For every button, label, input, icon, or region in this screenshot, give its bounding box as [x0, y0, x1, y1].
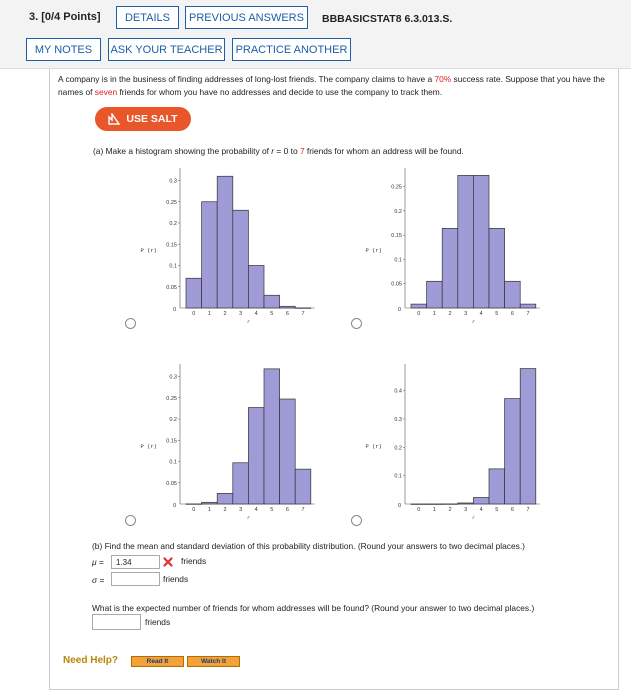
x-axis-label: r — [247, 319, 250, 325]
mu-input[interactable]: 1.34 — [111, 555, 160, 569]
histogram-1 — [140, 168, 314, 325]
y-tick-label: 0.3 — [394, 417, 402, 423]
histogram-bar — [202, 202, 218, 308]
x-tick-label: 0 — [192, 311, 196, 317]
read-it-button[interactable]: Read It — [131, 656, 184, 667]
x-tick-label: 5 — [270, 311, 274, 317]
mu-label: μ = — [92, 557, 104, 567]
x-tick-label: 3 — [239, 311, 243, 317]
y-tick-label: 0.1 — [394, 257, 402, 264]
histogram-bar — [248, 408, 264, 504]
histogram-bar — [280, 399, 296, 504]
histogram-bar — [295, 469, 311, 504]
histogram-bar — [473, 497, 489, 504]
histogram-bar — [233, 463, 249, 504]
x-tick-label: 4 — [479, 507, 483, 513]
x-tick-label: 7 — [526, 311, 530, 317]
y-tick-label: 0.05 — [166, 480, 177, 487]
histogram-bar — [505, 399, 521, 504]
histogram-bar — [280, 306, 296, 308]
x-axis-label: r — [247, 515, 250, 521]
details-button[interactable]: DETAILS — [116, 6, 179, 29]
histogram-bar — [520, 304, 536, 308]
x-tick-label: 7 — [526, 507, 530, 513]
part-a-prompt: (a) Make a histogram showing the probability of r = 0 to 7 friends for whom an address will be found. — [93, 146, 464, 156]
x-axis-label: r — [472, 515, 475, 521]
histogram-bar — [473, 175, 489, 308]
y-tick-label: 0.1 — [169, 263, 177, 270]
histogram-bar — [458, 503, 474, 504]
origin-label: 0 — [172, 503, 176, 509]
y-tick-label: 0.1 — [169, 459, 177, 466]
sigma-unit: friends — [163, 574, 189, 584]
x-tick-label: 4 — [254, 507, 258, 513]
y-axis-label: P (r) — [140, 443, 157, 450]
y-tick-label: 0.05 — [166, 284, 177, 291]
y-tick-label: 0.2 — [394, 445, 402, 452]
histogram-bar — [442, 228, 458, 308]
x-tick-label: 6 — [510, 311, 514, 317]
y-tick-label: 0.2 — [169, 221, 177, 227]
watch-it-button[interactable]: Watch It — [187, 656, 240, 667]
histogram-bar — [489, 469, 505, 504]
y-tick-label: 0.3 — [169, 374, 177, 381]
x-tick-label: 0 — [417, 507, 421, 513]
expected-friends-input[interactable] — [92, 614, 141, 630]
x-tick-label: 1 — [207, 311, 211, 317]
y-tick-label: 0.3 — [169, 178, 177, 185]
expected-unit: friends — [145, 617, 171, 627]
histogram-bar — [264, 369, 280, 504]
x-tick-label: 4 — [479, 311, 483, 317]
x-tick-label: 7 — [301, 311, 305, 317]
question-code: BBBASICSTAT8 6.3.013.S. — [322, 13, 453, 25]
histogram-4 — [365, 364, 539, 521]
x-tick-label: 7 — [301, 507, 305, 513]
histogram-bar — [217, 176, 233, 308]
my-notes-button[interactable]: MY NOTES — [26, 38, 101, 61]
histogram-bar — [248, 266, 264, 309]
x-tick-label: 2 — [223, 507, 227, 513]
y-tick-label: 0.25 — [391, 184, 402, 191]
x-tick-label: 0 — [417, 311, 421, 317]
success-rate: 70% — [434, 74, 452, 84]
histogram-bar — [458, 175, 474, 308]
histogram-3 — [140, 364, 314, 521]
x-tick-label: 5 — [495, 507, 499, 513]
use-salt-label: USE SALT — [126, 113, 178, 125]
y-tick-label: 0.2 — [169, 417, 177, 423]
x-tick-label: 3 — [464, 311, 468, 317]
need-help-label: Need Help? — [63, 655, 119, 666]
histogram-bar — [427, 281, 443, 308]
origin-label: 0 — [172, 307, 176, 313]
x-tick-label: 1 — [207, 507, 211, 513]
histogram-2 — [365, 168, 539, 325]
y-tick-label: 0.2 — [394, 208, 402, 215]
previous-answers-button[interactable]: PREVIOUS ANSWERS — [185, 6, 308, 29]
x-tick-label: 5 — [270, 507, 274, 513]
sigma-input[interactable] — [111, 572, 160, 586]
histogram-bar — [489, 228, 505, 308]
x-tick-label: 3 — [239, 507, 243, 513]
histogram-bar — [520, 369, 536, 504]
x-tick-label: 1 — [432, 507, 436, 513]
problem-statement: A company is in the business of finding addresses of long-lost friends. The company claims to have a 70% success rate. Suppose that you have the names of seven friends for whom you have no addresses and decide to use the company to track them. — [58, 74, 605, 97]
histogram-bar — [217, 493, 233, 504]
y-tick-label: 0.15 — [166, 242, 177, 249]
incorrect-x-icon — [163, 557, 173, 567]
histogram-bar — [233, 210, 249, 308]
histogram-bar — [505, 281, 521, 308]
practice-another-button[interactable]: PRACTICE ANOTHER — [232, 38, 351, 61]
x-tick-label: 2 — [223, 311, 227, 317]
y-axis-label: P (r) — [140, 247, 157, 254]
y-tick-label: 0.1 — [394, 473, 402, 480]
histogram-bar — [202, 502, 218, 504]
x-tick-label: 2 — [448, 311, 452, 317]
ask-teacher-button[interactable]: ASK YOUR TEACHER — [108, 38, 225, 61]
y-axis-label: P (r) — [365, 247, 382, 254]
x-tick-label: 6 — [285, 507, 289, 513]
question-number: 3. [0/4 Points] — [29, 11, 101, 23]
x-tick-label: 5 — [495, 311, 499, 317]
x-tick-label: 2 — [448, 507, 452, 513]
x-axis-label: r — [472, 319, 475, 325]
x-tick-label: 6 — [510, 507, 514, 513]
x-tick-label: 1 — [432, 311, 436, 317]
y-axis-label: P (r) — [365, 443, 382, 450]
histogram-bar — [411, 304, 427, 308]
x-tick-label: 4 — [254, 311, 258, 317]
friend-count: seven — [94, 87, 118, 97]
x-tick-label: 3 — [464, 507, 468, 513]
histogram-bar — [264, 295, 280, 308]
origin-label: 0 — [397, 503, 401, 509]
x-tick-label: 6 — [285, 311, 289, 317]
part-c-prompt: What is the expected number of friends for whom addresses will be found? (Round your answer to two decimal places.) — [92, 603, 535, 613]
y-tick-label: 0.25 — [166, 199, 177, 206]
mu-unit: friends — [181, 556, 207, 566]
sigma-label: σ = — [92, 575, 105, 585]
y-tick-label: 0.4 — [394, 388, 402, 395]
y-tick-label: 0.15 — [166, 438, 177, 445]
histogram-bar — [186, 278, 202, 308]
y-tick-label: 0.25 — [166, 395, 177, 402]
x-tick-label: 0 — [192, 507, 196, 513]
y-tick-label: 0.15 — [391, 233, 402, 240]
origin-label: 0 — [397, 307, 401, 313]
y-tick-label: 0.05 — [391, 281, 402, 288]
part-b-prompt: (b) Find the mean and standard deviation of this probability distribution. (Round your answers to two decimal places.) — [92, 541, 525, 551]
